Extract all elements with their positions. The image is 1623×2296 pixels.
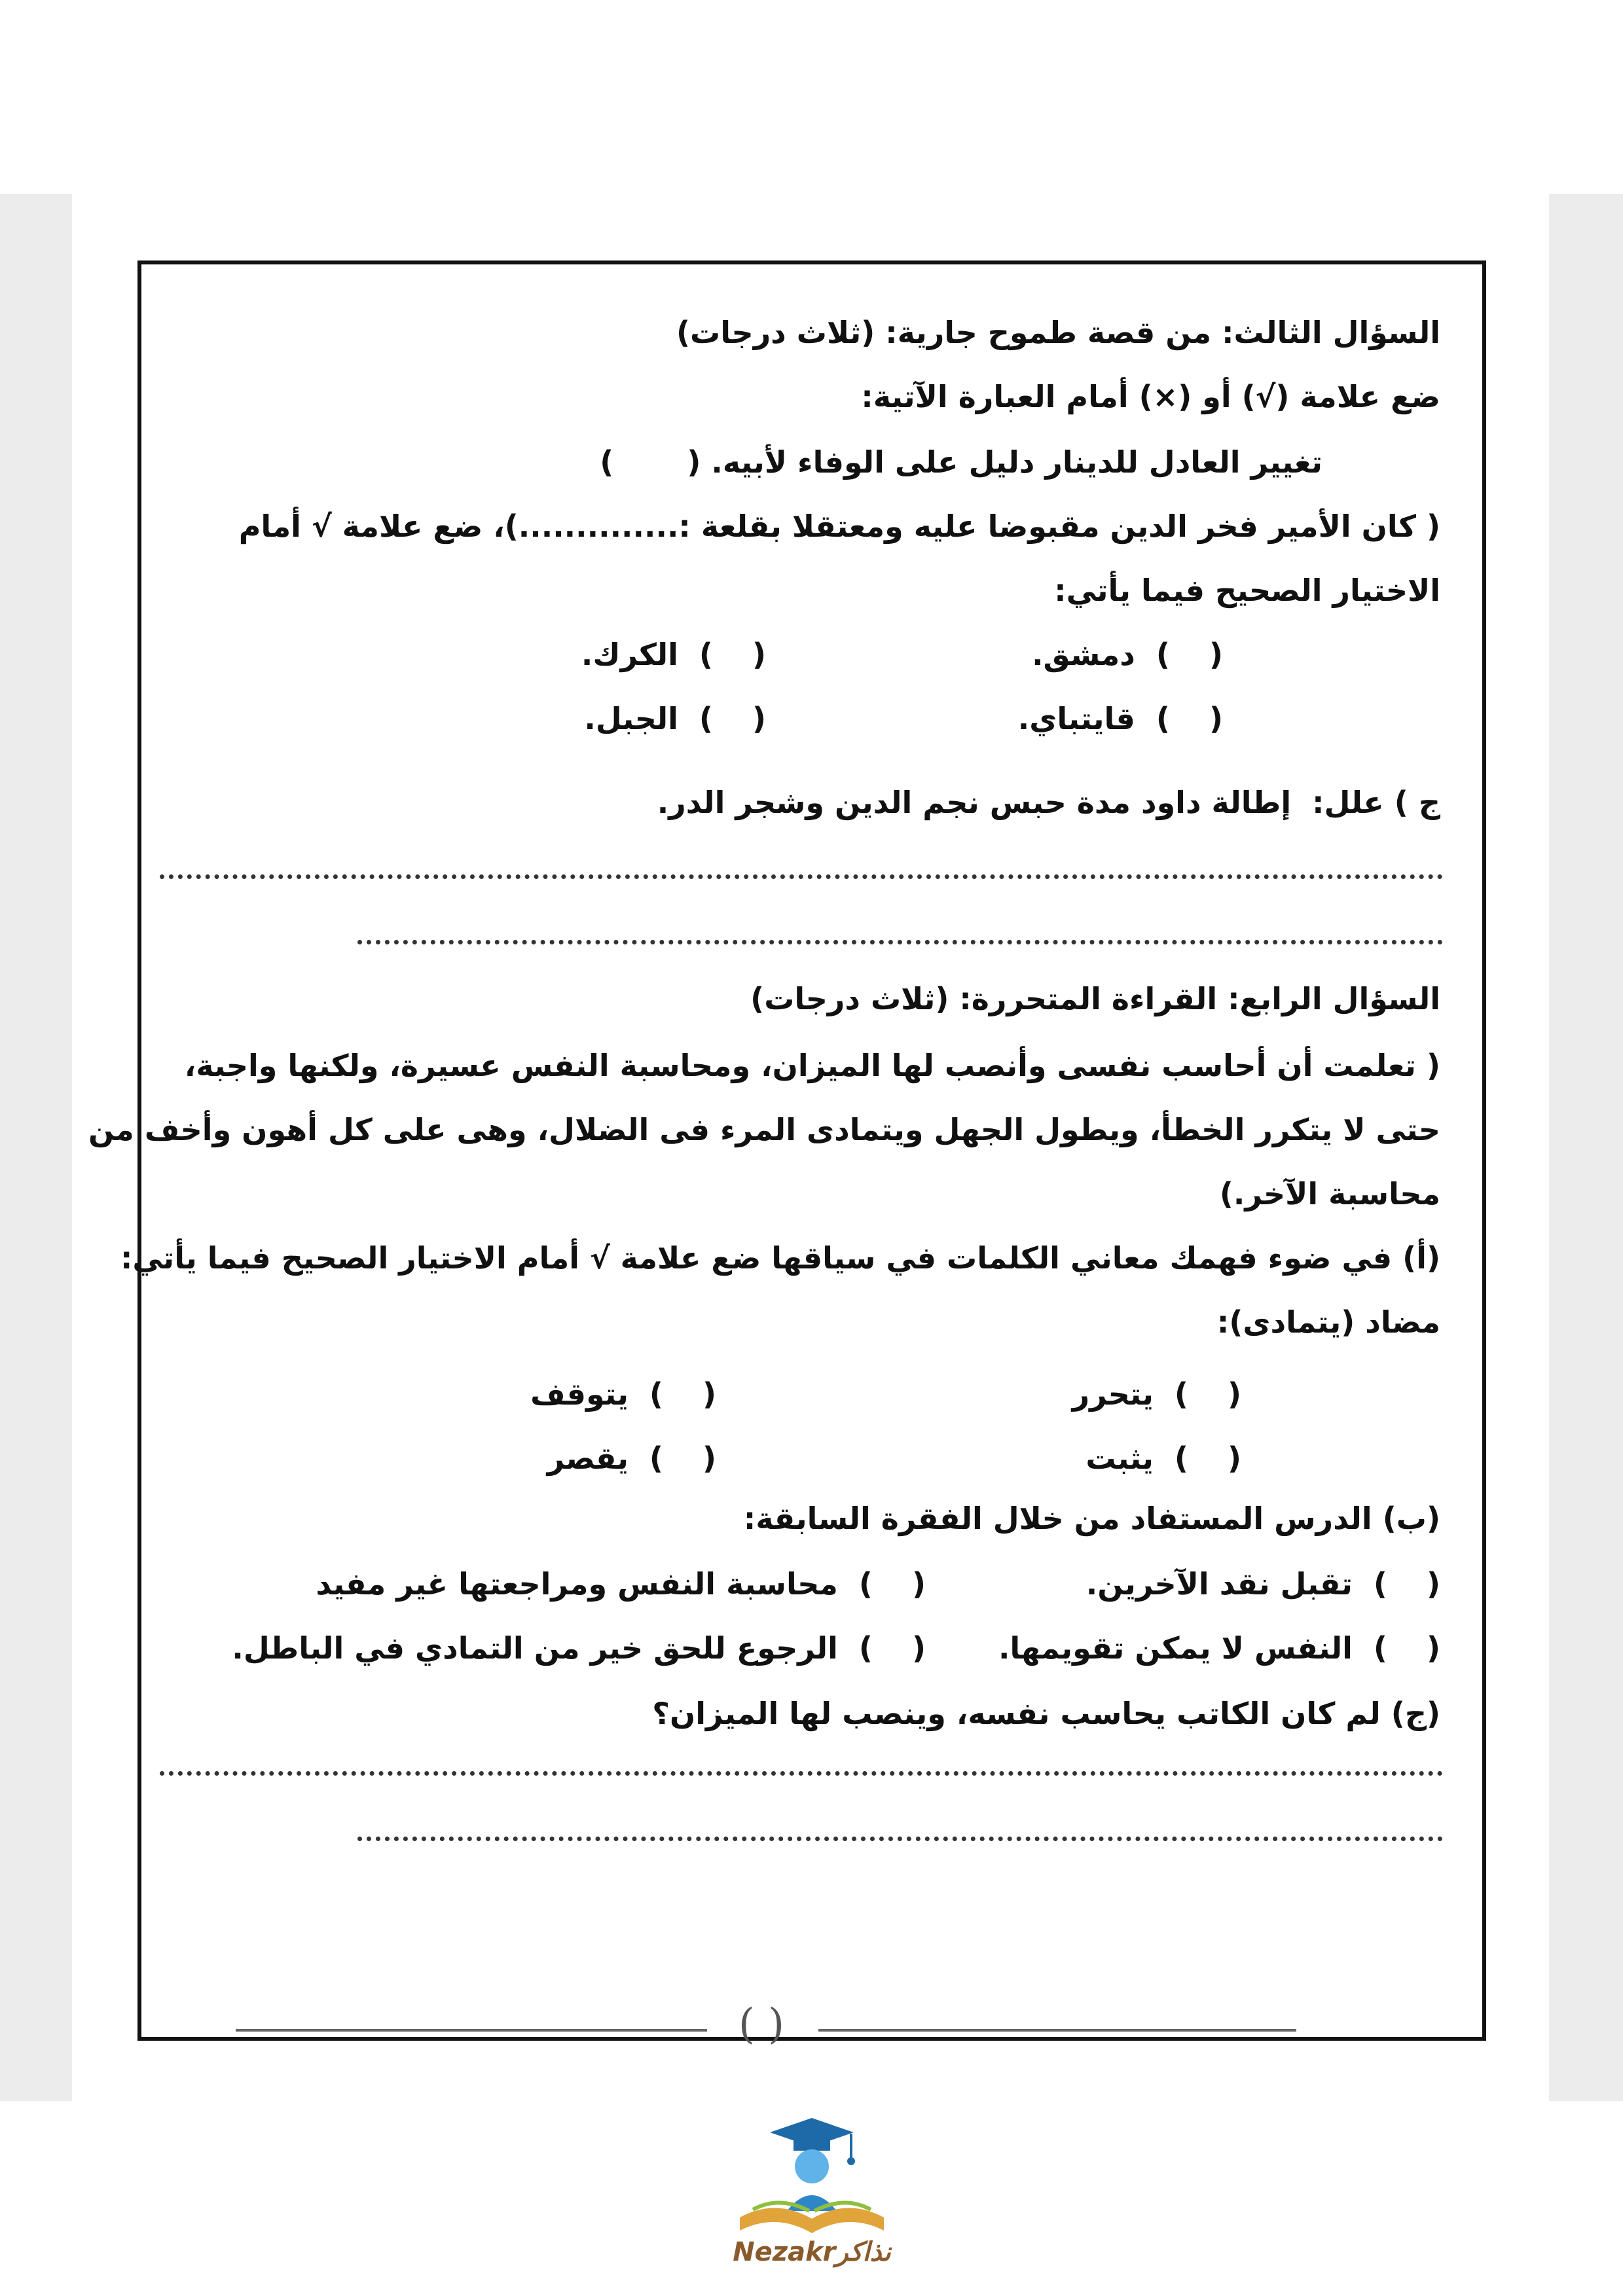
- q4-answer-line-2[interactable]: [357, 1837, 1443, 1841]
- q4-lesson-option-1[interactable]: () تقبل نقد الآخرين.: [1085, 1566, 1440, 1602]
- q4-passage-line1: ( تعلمت أن أحاسب نفسى وأنصب لها الميزان، ومحاسبة النفس عسيرة، ولكنها واجبة،: [184, 1048, 1440, 1083]
- q4-lesson-option-2[interactable]: () محاسبة النفس ومراجعتها غير مفيد: [316, 1566, 926, 1602]
- q4-part-c: (ج) لم كان الكاتب يحاسب نفسه، وينصب لها الميزان؟: [652, 1696, 1440, 1731]
- q3-title: السؤال الثالث: من قصة طموح جارية: (ثلاث درجات): [676, 315, 1440, 350]
- right-margin-strip: [1549, 194, 1623, 2101]
- left-margin-strip: [0, 194, 72, 2101]
- q3-option-4[interactable]: () الجبل.: [584, 701, 766, 736]
- q4-passage-line2: حتى لا يتكرر الخطأ، ويطول الجهل ويتمادى المرء فى الضلال، وهى على كل أهون وأخف من: [88, 1112, 1440, 1147]
- q3-statement-answer-box[interactable]: ( ): [600, 444, 701, 480]
- q4-antonym-option-2[interactable]: () يتوقف: [530, 1376, 716, 1412]
- q4-title: السؤال الرابع: القراءة المتحررة: (ثلاث درجات): [750, 981, 1440, 1016]
- q4-lesson-option-3[interactable]: () النفس لا يمكن تقويمها.: [998, 1630, 1440, 1666]
- footer-line-left: [236, 2029, 707, 2032]
- q4-antonym-label: مضاد (يتمادى):: [1216, 1304, 1440, 1340]
- footer-line-right: [818, 2029, 1296, 2032]
- q3-reason-label: ج ) علل:: [1312, 785, 1440, 820]
- student-face-icon: [787, 2149, 837, 2211]
- q4-passage-line3: محاسبة الآخر.): [1219, 1176, 1440, 1211]
- q3-statement-row: [600, 442, 1322, 482]
- q4-antonym-option-4[interactable]: () يقصر: [547, 1441, 716, 1476]
- q4-part-b: (ب) الدرس المستفاد من خلال الفقرة السابقة:: [743, 1501, 1440, 1536]
- q3-reason-text: إطالة داود مدة حبس نجم الدين وشجر الدر.: [657, 785, 1292, 820]
- q3-option-3[interactable]: () قايتباي.: [1017, 701, 1223, 736]
- q3-mcq-line2: الاختيار الصحيح فيما يأتي:: [1054, 573, 1440, 608]
- q3-option-1[interactable]: () دمشق.: [1032, 637, 1223, 672]
- q3-option-2[interactable]: () الكرك.: [581, 637, 766, 672]
- q3-statement: تغيير العادل للدينار دليل على الوفاء لأبيه.: [711, 444, 1322, 480]
- q4-part-a: (أ) في ضوء فهمك معاني الكلمات في سياقها ضع علامة √ أمام الاختيار الصحيح فيما يأتي:: [120, 1240, 1440, 1276]
- q3-instruction: ضع علامة (√) أو (×) أمام العبارة الآتية:: [861, 379, 1440, 414]
- q4-antonym-option-1[interactable]: () يتحرر: [1072, 1376, 1241, 1412]
- q4-antonym-option-3[interactable]: () يثبت: [1085, 1441, 1241, 1476]
- q4-lesson-option-4[interactable]: () الرجوع للحق خير من التمادي في الباطل.: [232, 1630, 926, 1666]
- q3-answer-line-1[interactable]: [160, 874, 1443, 879]
- exam-page: [72, 194, 1549, 2101]
- q4-answer-line-1[interactable]: [160, 1771, 1443, 1776]
- brand-text: Nezakrنذاكر: [733, 2237, 891, 2267]
- page-number-box: ( ): [738, 2000, 785, 2049]
- q3-reason-row: [657, 783, 1440, 822]
- q3-answer-line-2[interactable]: [357, 940, 1443, 944]
- q3-mcq-line1: ( كان الأمير فخر الدين مقبوضا عليه ومعتقلا بقلعة :..............)، ضع علامة √ أمام: [238, 509, 1440, 544]
